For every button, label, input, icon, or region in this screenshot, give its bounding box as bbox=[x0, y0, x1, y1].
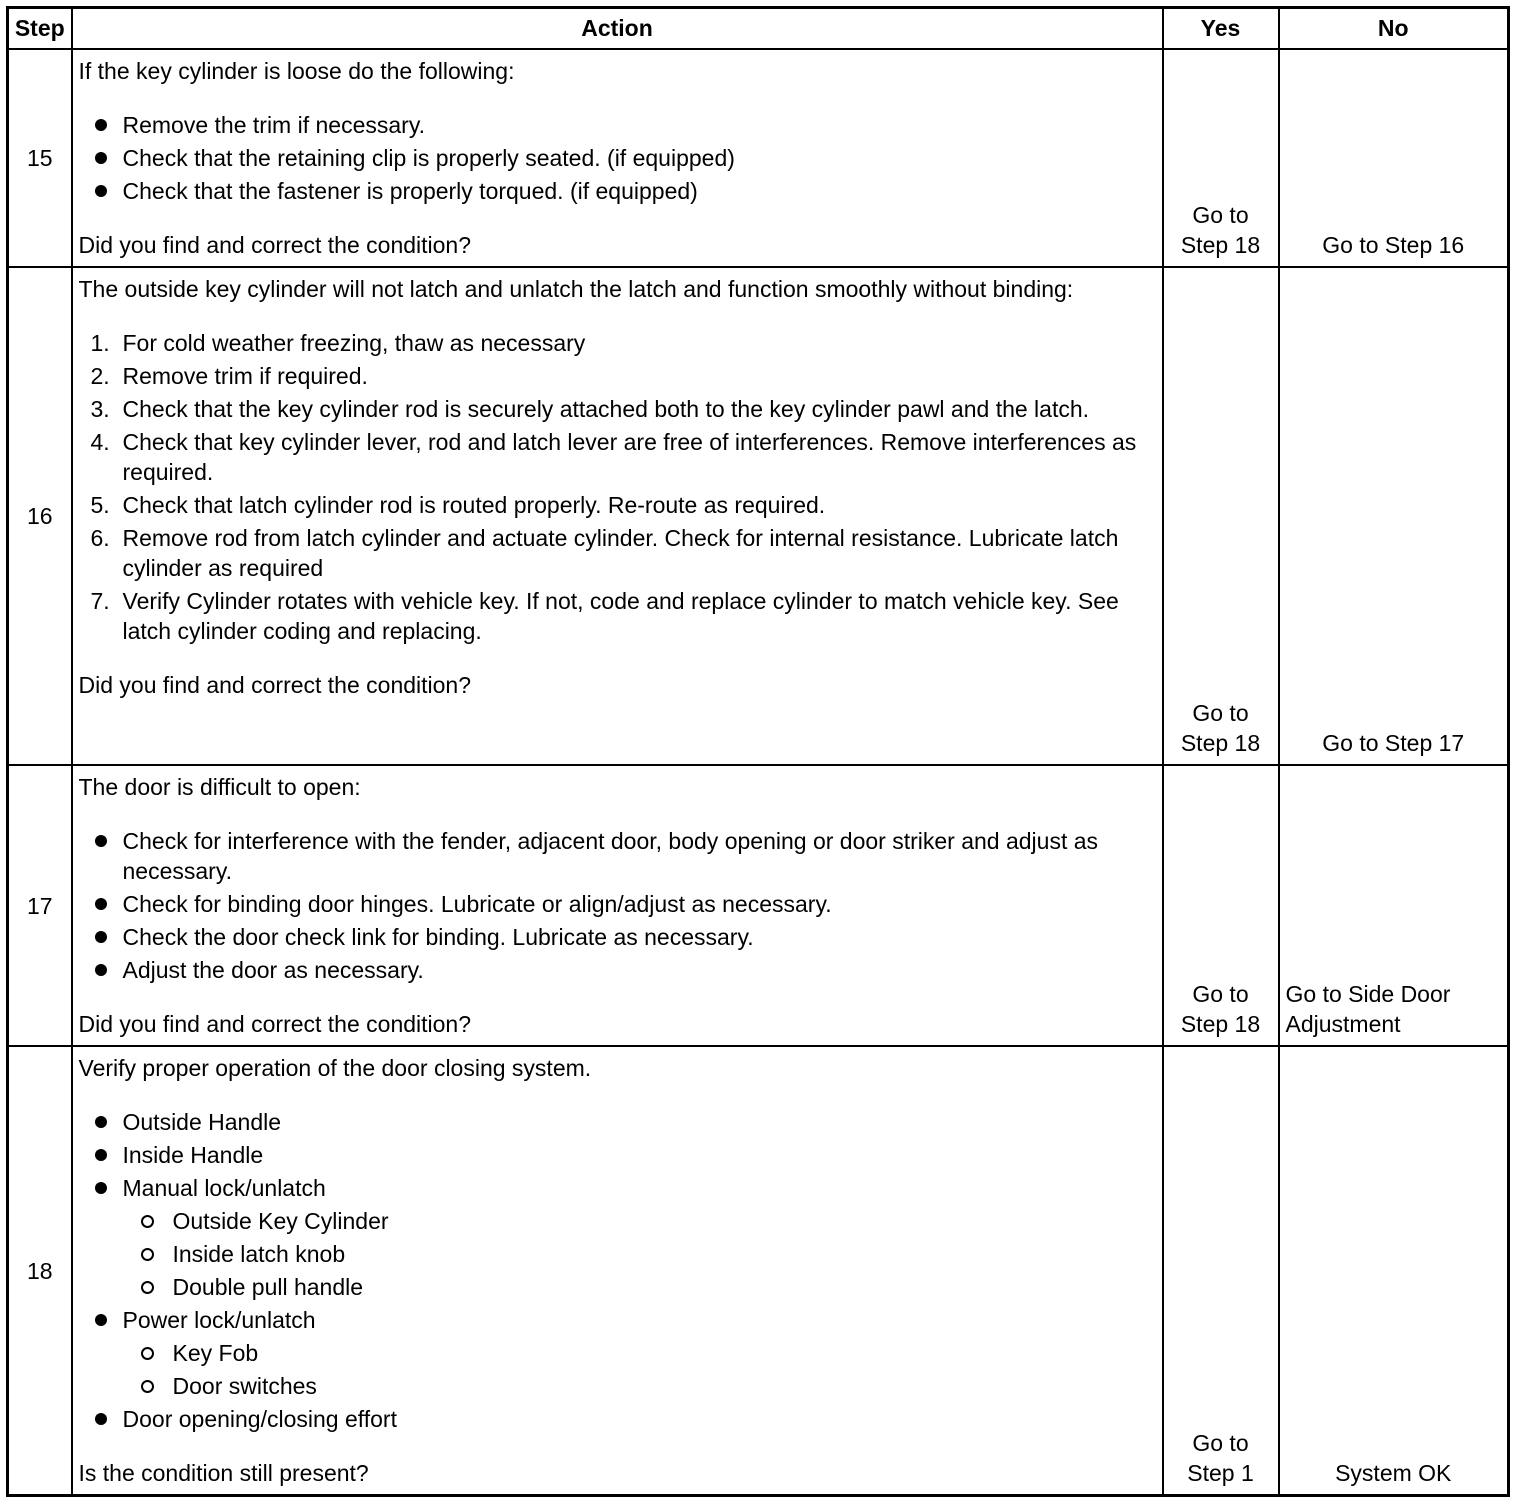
yes-cell bbox=[1163, 267, 1279, 765]
list-item bbox=[79, 1173, 1158, 1302]
header-step: Step bbox=[8, 8, 72, 50]
list-item-text: Adjust the door as necessary. bbox=[122, 957, 424, 983]
yes-cell bbox=[1163, 765, 1279, 1046]
no-cell: Go to Step 16 bbox=[1279, 49, 1509, 267]
yes-line: Step 18 bbox=[1180, 232, 1261, 258]
header-yes: Yes bbox=[1163, 8, 1279, 50]
circle-bullet-icon bbox=[141, 1215, 154, 1228]
list-item bbox=[79, 523, 1158, 583]
bullet-icon bbox=[95, 1314, 107, 1326]
yes-line: Step 18 bbox=[1180, 730, 1261, 756]
bullet-icon bbox=[95, 931, 107, 943]
bullet-icon bbox=[95, 964, 107, 976]
step-number: 16 bbox=[8, 267, 72, 765]
circle-bullet-icon bbox=[141, 1347, 154, 1360]
action-question: Did you find and correct the condition? bbox=[78, 232, 472, 258]
yes-line: Go to bbox=[1192, 700, 1249, 726]
list-item bbox=[79, 143, 1158, 173]
bullet-list bbox=[79, 826, 1158, 985]
step-number: 18 bbox=[8, 1046, 72, 1496]
list-item bbox=[79, 490, 1158, 520]
table-row bbox=[8, 1046, 1509, 1496]
bullet-icon bbox=[95, 1149, 107, 1161]
sub-list-item bbox=[123, 1338, 1158, 1368]
action-cell bbox=[72, 765, 1163, 1046]
list-item-text: Inside Handle bbox=[122, 1142, 264, 1168]
action-cell bbox=[72, 49, 1163, 267]
circle-bullet-icon bbox=[141, 1281, 154, 1294]
sub-list bbox=[123, 1338, 1158, 1401]
sub-list-item-text: Inside latch knob bbox=[172, 1241, 346, 1267]
list-item-text: Remove rod from latch cylinder and actuate cylinder. Check for internal resistance. Lubricate latch cylinder as required bbox=[122, 525, 1119, 581]
list-item bbox=[79, 955, 1158, 985]
sub-list-item-text: Outside Key Cylinder bbox=[172, 1208, 389, 1234]
list-item-text: Manual lock/unlatch bbox=[122, 1175, 326, 1201]
list-item bbox=[79, 1404, 1158, 1434]
list-item-number: 3. bbox=[90, 396, 110, 422]
yes-cell bbox=[1163, 49, 1279, 267]
circle-bullet-icon bbox=[141, 1380, 154, 1393]
sub-list-item-text: Key Fob bbox=[172, 1340, 259, 1366]
list-item bbox=[79, 394, 1158, 424]
list-item bbox=[79, 1107, 1158, 1137]
sub-list-item-text: Double pull handle bbox=[172, 1274, 364, 1300]
header-no: No bbox=[1279, 8, 1509, 50]
bullet-icon bbox=[95, 835, 107, 847]
list-item-text: Outside Handle bbox=[122, 1109, 282, 1135]
list-item bbox=[79, 361, 1158, 391]
bullet-icon bbox=[95, 185, 107, 197]
action-intro: The door is difficult to open: bbox=[78, 774, 361, 800]
list-item-text: Remove trim if required. bbox=[122, 363, 368, 389]
list-item bbox=[79, 586, 1158, 646]
list-item bbox=[79, 826, 1158, 886]
header-row bbox=[8, 8, 1509, 50]
list-item-text: Verify Cylinder rotates with vehicle key. If not, code and replace cylinder to match vehicle key. See latch cylinder coding and replacing. bbox=[122, 588, 1119, 644]
yes-line: Step 18 bbox=[1180, 1011, 1261, 1037]
list-item-text: Check that the fastener is properly torqued. (if equipped) bbox=[122, 178, 698, 204]
yes-line: Step 1 bbox=[1187, 1460, 1254, 1486]
list-item-number: 4. bbox=[90, 429, 110, 455]
yes-line: Go to bbox=[1192, 202, 1249, 228]
list-item-number: 5. bbox=[90, 492, 110, 518]
list-item bbox=[79, 922, 1158, 952]
table-row bbox=[8, 765, 1509, 1046]
list-item-number: 1. bbox=[90, 330, 110, 356]
bullet-icon bbox=[95, 898, 107, 910]
action-question: Did you find and correct the condition? bbox=[78, 672, 472, 698]
list-item-text: Door opening/closing effort bbox=[122, 1406, 397, 1432]
list-item-number: 7. bbox=[90, 588, 110, 614]
action-intro: Verify proper operation of the door closing system. bbox=[78, 1055, 592, 1081]
sub-list-item bbox=[123, 1272, 1158, 1302]
sub-list-item bbox=[123, 1239, 1158, 1269]
diagnostic-table bbox=[6, 6, 1510, 1497]
yes-line: Go to bbox=[1192, 1430, 1249, 1456]
step-number: 15 bbox=[8, 49, 72, 267]
bullet-list bbox=[79, 1107, 1158, 1434]
step-number: 17 bbox=[8, 765, 72, 1046]
list-item bbox=[79, 427, 1158, 487]
list-item bbox=[79, 176, 1158, 206]
list-item-text: For cold weather freezing, thaw as necessary bbox=[122, 330, 586, 356]
no-cell: System OK bbox=[1279, 1046, 1509, 1496]
action-intro: If the key cylinder is loose do the following: bbox=[78, 58, 515, 84]
no-line: Adjustment bbox=[1285, 1011, 1401, 1037]
action-cell bbox=[72, 267, 1163, 765]
list-item-text: Check that key cylinder lever, rod and latch lever are free of interferences. Remove interferences as required. bbox=[122, 429, 1137, 485]
bullet-list bbox=[79, 110, 1158, 206]
table-row bbox=[8, 267, 1509, 765]
list-item-text: Check for binding door hinges. Lubricate or align/adjust as necessary. bbox=[122, 891, 832, 917]
list-item bbox=[79, 1140, 1158, 1170]
sub-list bbox=[123, 1206, 1158, 1302]
table-row bbox=[8, 49, 1509, 267]
bullet-icon bbox=[95, 1116, 107, 1128]
list-item bbox=[79, 328, 1158, 358]
list-item bbox=[79, 110, 1158, 140]
bullet-icon bbox=[95, 1413, 107, 1425]
list-item-number: 6. bbox=[90, 525, 110, 551]
yes-line: Go to bbox=[1192, 981, 1249, 1007]
list-item-text: Check for interference with the fender, adjacent door, body opening or door striker and adjust as necessary. bbox=[122, 828, 1099, 884]
list-item bbox=[79, 889, 1158, 919]
list-item-text: Check that the key cylinder rod is securely attached both to the key cylinder pawl and the latch. bbox=[122, 396, 1090, 422]
list-item-text: Power lock/unlatch bbox=[122, 1307, 316, 1333]
list-item bbox=[79, 1305, 1158, 1401]
bullet-icon bbox=[95, 119, 107, 131]
action-question: Is the condition still present? bbox=[78, 1460, 369, 1486]
header-action: Action bbox=[72, 8, 1163, 50]
no-cell: Go to Step 17 bbox=[1279, 267, 1509, 765]
no-line: Go to Side Door bbox=[1285, 981, 1451, 1007]
bullet-icon bbox=[95, 1182, 107, 1194]
yes-cell bbox=[1163, 1046, 1279, 1496]
bullet-icon bbox=[95, 152, 107, 164]
list-item-text: Check the door check link for binding. Lubricate as necessary. bbox=[122, 924, 754, 950]
list-item-text: Check that latch cylinder rod is routed properly. Re-route as required. bbox=[122, 492, 826, 518]
no-cell bbox=[1279, 765, 1509, 1046]
numbered-list bbox=[79, 328, 1158, 646]
sub-list-item bbox=[123, 1206, 1158, 1236]
action-question: Did you find and correct the condition? bbox=[78, 1011, 472, 1037]
circle-bullet-icon bbox=[141, 1248, 154, 1261]
sub-list-item bbox=[123, 1371, 1158, 1401]
list-item-number: 2. bbox=[90, 363, 110, 389]
list-item-text: Check that the retaining clip is properly seated. (if equipped) bbox=[122, 145, 735, 171]
action-cell bbox=[72, 1046, 1163, 1496]
list-item-text: Remove the trim if necessary. bbox=[122, 112, 426, 138]
action-intro: The outside key cylinder will not latch and unlatch the latch and function smoothly without binding: bbox=[78, 276, 1074, 302]
sub-list-item-text: Door switches bbox=[172, 1373, 317, 1399]
